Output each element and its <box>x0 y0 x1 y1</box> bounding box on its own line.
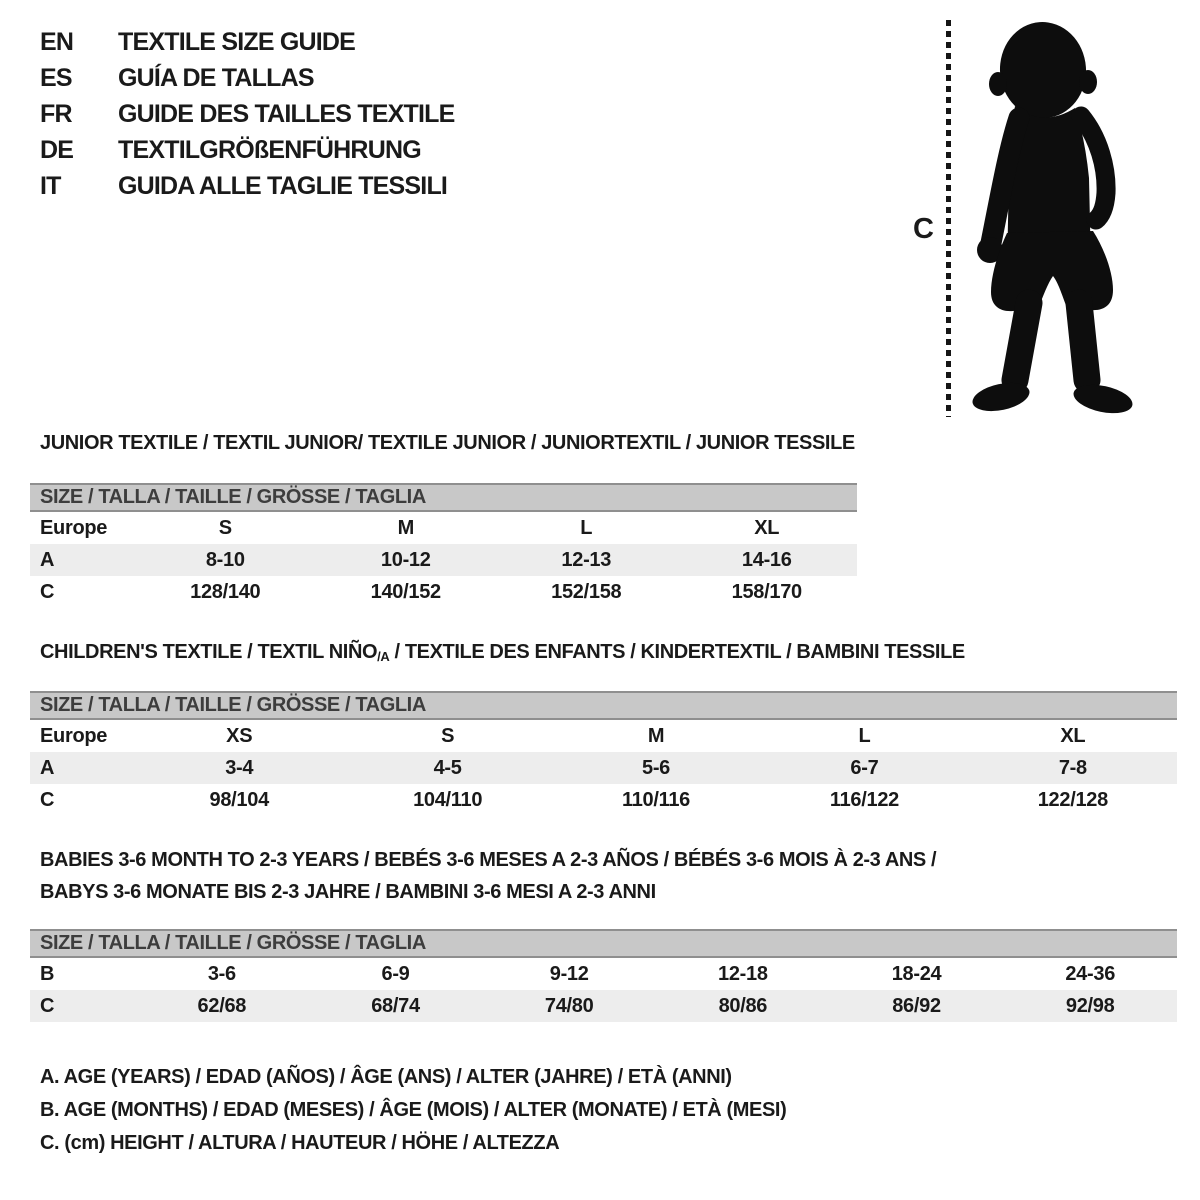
size-col: XL <box>1060 724 1086 747</box>
row-label: A <box>40 548 55 571</box>
table-row-height <box>30 576 857 608</box>
height-value: 74/80 <box>544 994 594 1017</box>
months-value: 3-6 <box>207 962 236 985</box>
height-value: 158/170 <box>731 580 802 603</box>
size-col: M <box>397 516 414 539</box>
row-label: C <box>40 580 55 603</box>
junior-section-title: JUNIOR TEXTILE / TEXTIL JUNIOR/ TEXTILE JUNIOR / JUNIORTEXTIL / JUNIOR TESSILE <box>40 432 855 454</box>
table-row-age <box>30 752 1177 784</box>
size-col: L <box>858 724 871 747</box>
legend-line-a: A. AGE (YEARS) / EDAD (AÑOS) / ÂGE (ANS) / ALTER (JAHRE) / ETÀ (ANNI) <box>40 1066 732 1088</box>
height-value: 68/74 <box>371 994 420 1017</box>
guide-title-es: GUÍA DE TALLAS <box>118 63 314 92</box>
language-code: EN <box>40 27 74 56</box>
language-row-en <box>40 24 455 60</box>
guide-title-de: TEXTILGRÖßENFÜHRUNG <box>118 135 421 164</box>
age-value: 8-10 <box>205 548 245 571</box>
height-value: 140/152 <box>370 580 441 603</box>
age-value: 14-16 <box>741 548 792 571</box>
children-section-title <box>40 641 965 664</box>
measure-legend <box>40 1066 786 1165</box>
size-col: XS <box>226 724 253 747</box>
legend-line-c: C. (cm) HEIGHT / ALTURA / HAUTEUR / HÖHE / ALTEZZA <box>40 1132 560 1154</box>
table-row-months <box>30 958 1177 990</box>
language-code: IT <box>40 171 61 200</box>
table-row-height <box>30 990 1177 1022</box>
months-value: 24-36 <box>1065 962 1116 985</box>
row-label: A <box>40 756 55 779</box>
age-value: 6-7 <box>850 756 879 779</box>
toddler-silhouette-image <box>963 18 1143 420</box>
size-table-header: SIZE / TALLA / TAILLE / GRÖSSE / TAGLIA <box>30 691 1177 720</box>
language-code: FR <box>40 99 72 128</box>
table-row-sizes <box>30 720 1177 752</box>
legend-line-b: B. AGE (MONTHS) / EDAD (MESES) / ÂGE (MOIS) / ALTER (MONATE) / ETÀ (MESI) <box>40 1099 787 1121</box>
region-label: Europe <box>40 724 108 747</box>
age-value: 10-12 <box>380 548 431 571</box>
height-value: 128/140 <box>190 580 261 603</box>
months-value: 6-9 <box>381 962 410 985</box>
age-value: 5-6 <box>642 756 671 779</box>
babies-section-title-line2: BABYS 3-6 MONATE BIS 2-3 JAHRE / BAMBINI 3-6 MESI A 2-3 ANNI <box>40 881 656 903</box>
babies-size-table <box>30 929 1177 1022</box>
height-measure-label: C <box>913 213 934 245</box>
children-title-pre: CHILDREN'S TEXTILE / TEXTIL NIÑO <box>40 641 378 663</box>
language-code: DE <box>40 135 74 164</box>
age-value: 3-4 <box>225 756 254 779</box>
height-value: 98/104 <box>209 788 269 811</box>
row-label: C <box>40 788 55 811</box>
size-col: L <box>580 516 593 539</box>
height-value: 122/128 <box>1037 788 1108 811</box>
size-table-header: SIZE / TALLA / TAILLE / GRÖSSE / TAGLIA <box>30 483 857 512</box>
region-label: Europe <box>40 516 108 539</box>
height-value: 110/116 <box>622 788 691 811</box>
children-title-sub: /A <box>377 649 390 664</box>
months-value: 18-24 <box>891 962 942 985</box>
height-value: 116/122 <box>829 788 899 811</box>
size-table-header: SIZE / TALLA / TAILLE / GRÖSSE / TAGLIA <box>30 929 1177 958</box>
language-list <box>40 24 455 204</box>
children-size-table <box>30 691 1177 816</box>
size-col: S <box>441 724 455 747</box>
junior-size-table <box>30 483 857 608</box>
guide-title-en: TEXTILE SIZE GUIDE <box>118 27 356 56</box>
row-label: B <box>40 962 55 985</box>
language-row-de <box>40 132 455 168</box>
language-row-fr <box>40 96 455 132</box>
height-value: 62/68 <box>197 994 247 1017</box>
size-col: M <box>647 724 665 747</box>
table-row-age <box>30 544 857 576</box>
age-value: 12-13 <box>561 548 612 571</box>
language-row-es <box>40 60 455 96</box>
age-value: 4-5 <box>433 756 462 779</box>
size-col: XL <box>754 516 780 539</box>
babies-section-title-line1: BABIES 3-6 MONTH TO 2-3 YEARS / BEBÉS 3-6 MESES A 2-3 AÑOS / BÉBÉS 3-6 MOIS À 2-3 ANS / <box>40 849 937 871</box>
height-measure-dashed-line <box>946 20 951 417</box>
language-row-it <box>40 168 455 204</box>
row-label: C <box>40 994 55 1017</box>
language-code: ES <box>40 63 72 92</box>
age-value: 7-8 <box>1058 756 1087 779</box>
guide-title-fr: GUIDE DES TAILLES TEXTILE <box>118 99 455 128</box>
table-row-sizes <box>30 512 857 544</box>
children-title-post: / TEXTILE DES ENFANTS / KINDERTEXTIL / BAMBINI TESSILE <box>389 641 965 663</box>
height-value: 92/98 <box>1065 994 1115 1017</box>
height-value: 86/92 <box>892 994 941 1017</box>
guide-title-it: GUIDA ALLE TAGLIE TESSILI <box>118 171 448 200</box>
size-col: S <box>218 516 232 539</box>
months-value: 12-18 <box>718 962 768 985</box>
height-value: 80/86 <box>718 994 768 1017</box>
height-value: 104/110 <box>413 788 483 811</box>
height-value: 152/158 <box>551 580 622 603</box>
months-value: 9-12 <box>549 962 589 985</box>
table-row-height <box>30 784 1177 816</box>
